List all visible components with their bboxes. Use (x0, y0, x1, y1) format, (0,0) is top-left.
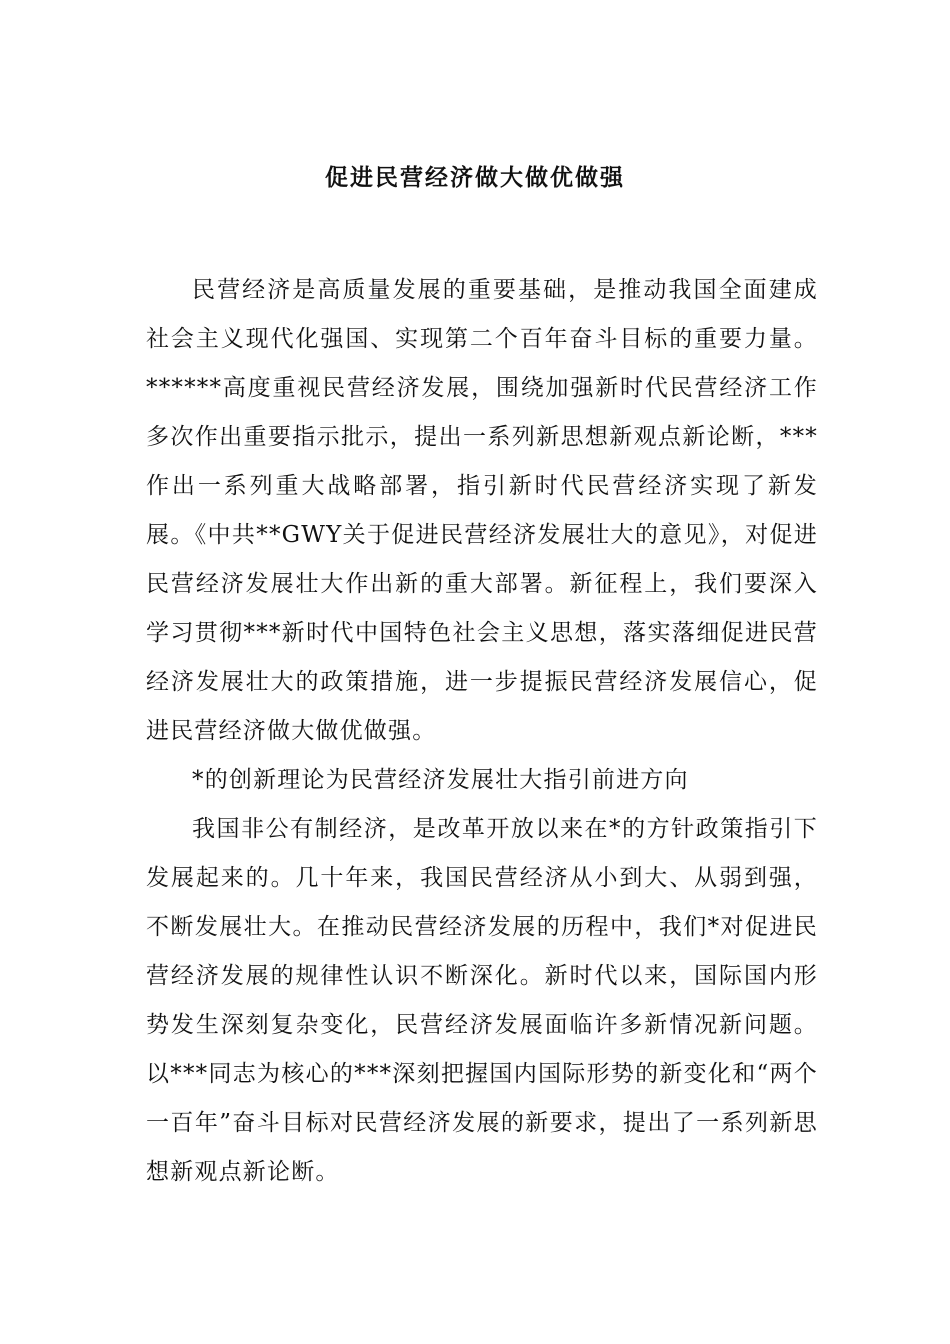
paragraph-intro: 民营经济是高质量发展的重要基础，是推动我国全面建成社会主义现代化强国、实现第二个百年奋斗目标的重要力量。******高度重视民营经济发展，围绕加强新时代民营经济工作多次作出重要指示批示，提出一系列新思想新观点新论断，***作出一系列重大战略部署，指引新时代民营经济实现了新发展。《中共**GWY关于促进民营经济发展壮大的意见》，对促进民营经济发展壮大作出新的重大部署。新征程上，我们要深入学习贯彻***新时代中国特色社会主义思想，落实落细促进民营经济发展壮大的政策措施，进一步提振民营经济发展信心，促进民营经济做大做优做强。 (146, 277, 818, 744)
paragraph-history: 我国非公有制经济，是改革开放以来在*的方针政策指引下发展起来的。几十年来，我国民营经济从小到大、从弱到强，不断发展壮大。在推动民营经济发展的历程中，我们*对促进民营经济发展的规律性认识不断深化。新时代以来，国际国内形势发生深刻复杂变化，民营经济发展面临许多新情况新问题。以***同志为核心的***深刻把握国内国际形势的新变化和“两个一百年”奋斗目标对民营经济发展的新要求，提出了一系列新思想新观点新论断。 (146, 816, 818, 1185)
section-heading: *的创新理论为民营经济发展壮大指引前进方向 (192, 767, 689, 793)
document-title: 促进民营经济做大做优做强 (325, 164, 625, 191)
document-body (146, 266, 818, 1197)
